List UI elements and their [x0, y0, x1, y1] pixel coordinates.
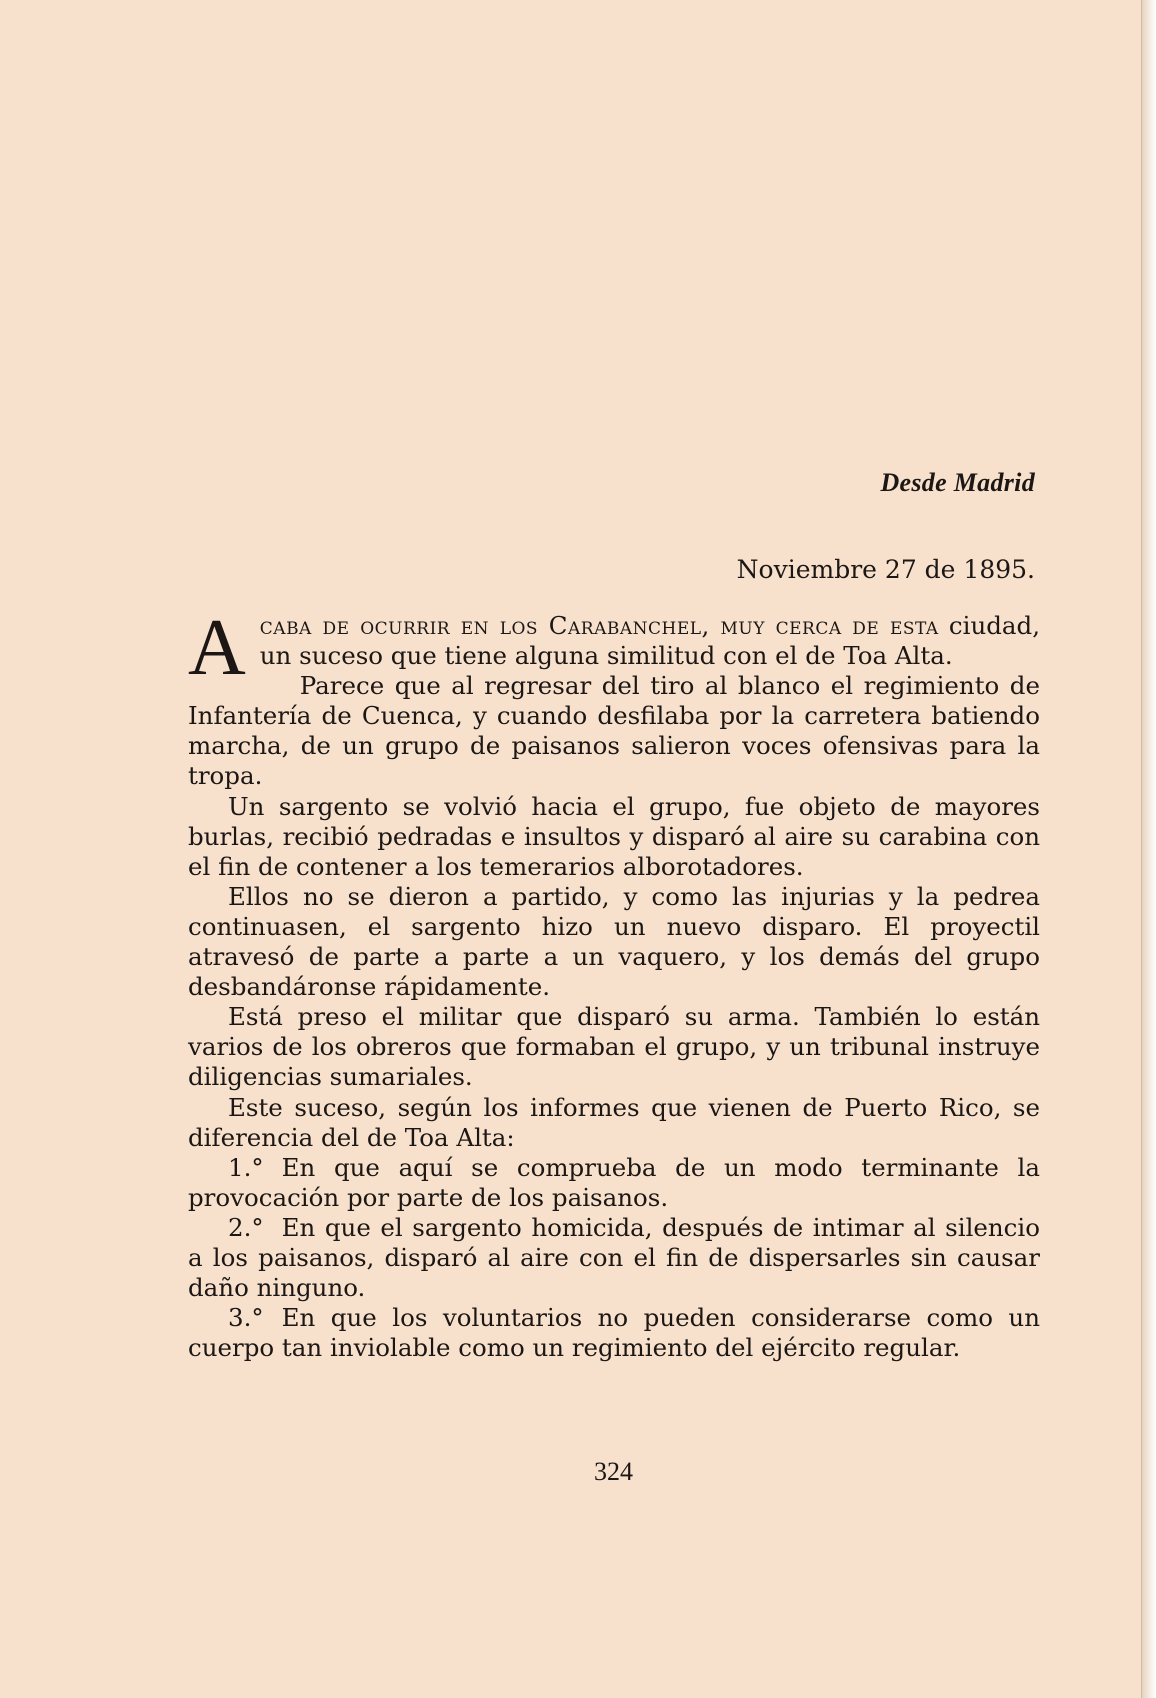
list-item-number: 2.°: [228, 1212, 264, 1242]
paragraph: Ellos no se dieron a partido, y como las injurias y la pedrea continuasen, el sargento hizo un nuevo disparo. El proyectil atravesó de parte a parte a un vaquero, y los demás del grupo desbandáronse rápidamente.: [188, 881, 1040, 1002]
opening-paragraph: [188, 604, 1040, 692]
list-item: [188, 1153, 1040, 1213]
list-item: [188, 1303, 1040, 1363]
list-item-text: En que el sargento homicida, después de intimar al silencio a los paisanos, disparó al aire con el fin de dispersarles sin causar daño ninguno.: [188, 1212, 1040, 1303]
list-item-number: 3.°: [228, 1303, 264, 1333]
list-item-text: En que los voluntarios no pueden considerarse como un cuerpo tan inviolable como un regimiento del ejército regular.: [188, 1303, 1040, 1363]
paragraph: Este suceso, según los informes que vienen de Puerto Rico, se diferencia del de Toa Alta:: [188, 1092, 1040, 1152]
opening-small-caps: caba de ocurrir en los Carabanchel, muy cerca de esta: [259, 611, 939, 640]
list-item: [188, 1213, 1040, 1303]
page-title: Desde Madrid: [880, 468, 1035, 497]
paragraph: Está preso el militar que disparó su arma. También lo están varios de los obreros que formaban el grupo, y un tribunal instruye diligencias sumariales.: [188, 1002, 1040, 1092]
article-body: [188, 604, 1040, 1363]
drop-cap: A: [188, 604, 246, 692]
list-item-text: En que aquí se comprueba de un modo terminante la provocación por parte de los paisanos.: [188, 1152, 1040, 1212]
page-number: 324: [594, 1457, 633, 1486]
dateline: Noviembre 27 de 1895.: [736, 555, 1035, 584]
page-edge: [1142, 0, 1156, 1698]
paragraph: Parece que al regresar del tiro al blanco el regimiento de Infantería de Cuenca, y cuando desfilaba por la carretera batiendo marcha, de un grupo de paisanos salieron voces ofensivas para la tropa.: [188, 671, 1040, 791]
paragraph: Un sargento se volvió hacia el grupo, fue objeto de mayores burlas, recibió pedradas e insultos y disparó al aire su carabina con el fin de contener a los temerarios alborotadores.: [188, 791, 1040, 881]
opening-text: ciudad, un suceso que tiene alguna similitud con el de Toa Alta.: [259, 611, 1040, 671]
list-item-number: 1.°: [228, 1152, 264, 1182]
